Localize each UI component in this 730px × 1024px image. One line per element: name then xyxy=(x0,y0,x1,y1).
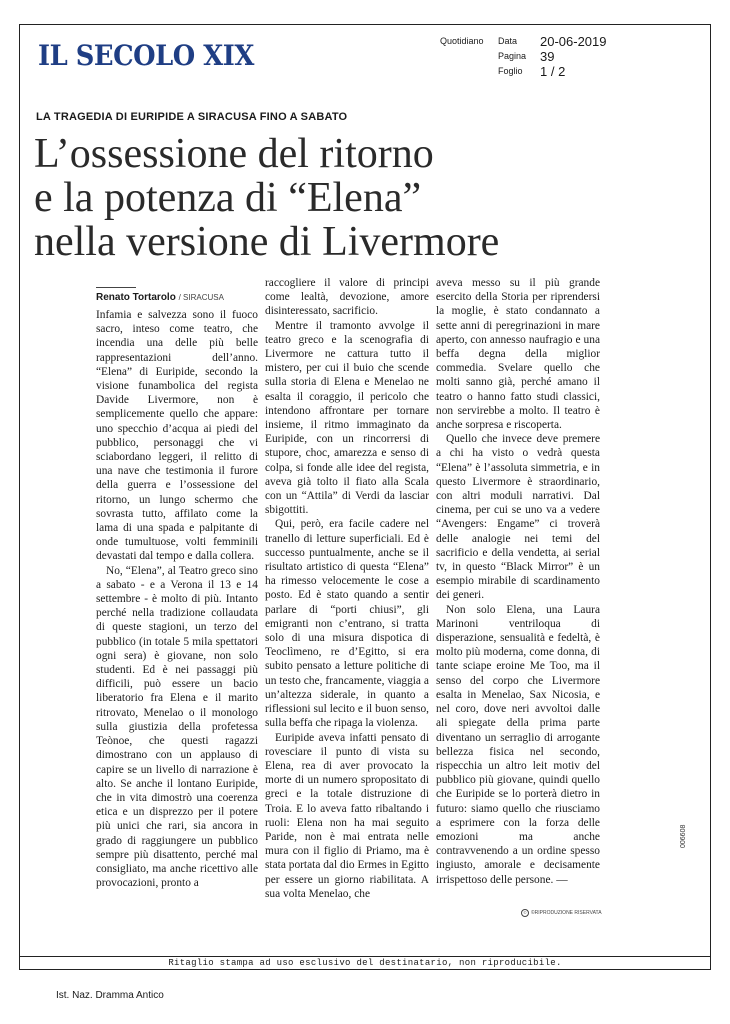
paragraph: aveva messo su il più grande esercito della Storia per riprendersi la moglie, è stato condannato a sette anni di peregrinazioni in mare aperto, con annesso naufragio e una beffa degna della miglior commedia. Svelare quello che molti sanno già, perché amano il teatro o hanno fatto studi classici, non servirebbe a molto. Il teatro è anche sorpresa e riscoperta. xyxy=(436,277,600,432)
paragraph: Infamia e salvezza sono il fuoco sacro, inteso come teatro, che incendia una delle più belle rappresentazioni dell’anno. “Elena” di Euripide, secondo la visione funambolica del regista Davide Livermore, non è semplicemente quello che appare: uno specchio d’acqua ai piedi del pubblico, personaggi che vi sciabordano leggeri, il relitto di una nave che testimonia il furore della guerra e l’ossessione del ritorno, un lungo schermo che sovrasta tutto, affilato come la lama di una spada e palpitante di onde tumultuose, volti femminili devastati dal tempo e dalla collera. xyxy=(96,309,258,563)
author-name: Renato Tortarolo xyxy=(96,292,176,303)
dateline-place: / SIRACUSA xyxy=(178,293,224,302)
paragraph: Mentre il tramonto avvolge il teatro greco e la scenografia di Livermore ne cattura tutto il mistero, per cui il buio che scende sulla storia di Elena e Menelao ne esalta il coraggio, il pericolo che intendono affrontare per tornare insieme, il ritmo immaginato da Euripide, con un rincorrersi di stupore, choc, amarezza e senso di colpa, si fonde alle idee del regista, aveva già tolto il fiato alla Scala con un “Attila” di Verdi da lasciar sbigottiti. xyxy=(265,319,429,517)
article-headline xyxy=(34,132,674,264)
meta-row-page: Pagina 39 xyxy=(498,49,555,64)
masthead-logo: IL SECOLO XIX xyxy=(38,39,254,72)
paragraph: raccogliere il valore di principi come lealtà, devozione, amore disinteressato, sacrificio. xyxy=(265,277,429,318)
paragraph: Quello che invece deve premere a chi ha visto o vedrà questa “Elena” è l’assoluta simmetria, e in questo Livermore è straordinario, con altri moduli narrativi. Dal cinema, per cui se uno va a vedere “Avengers: Engame” ci troverà delle analogie nei temi del sacrificio e della vendetta, ai serial tv, in questo “Black Mirror” è un esempio mirabile di scardinamento dei generi. xyxy=(436,433,600,602)
meta-table xyxy=(498,34,607,79)
headline-line: nella versione di Livermore xyxy=(34,219,500,265)
headline-line: e la potenza di “Elena” xyxy=(34,175,422,221)
paragraph: Qui, però, era facile cadere nel tranello di letture superficiali. Ed è successo puntualmente, anche se il risultato artistico di questa “Elena” ha rimesso velocemente le cose a posto. Ed è stato quando a sentir parlare di “porti chiusi”, gli emigranti non c’entrano, si tratta solo di una misura dispotica di Teoclìmeno, re d’Egitto, si era subito pensato a letture politiche di un testo che, francamente, viaggia a un’altezza siderale, in quanto a riflessioni sul lecito e il buon senso, sulla beffa che ripaga la violenza. xyxy=(265,518,429,730)
paragraph: Euripide aveva infatti pensato di rovesciare il punto di vista su Elena, rea di aver provocato la morte di un numero spropositato di greci e la totale distruzione di Troia. E lo aveva fatto ribaltando i ruoli: Elena non ha mai seguito Paride, non è mai entrata nelle mura con il figlio di Priamo, ma è stata portata dal dio Ermes in Egitto per essere un giorno riabilitata. A sua volta Menelao, che xyxy=(265,731,429,900)
meta-row-date: Data 20-06-2019 xyxy=(498,34,607,49)
copyright-text: ©RIPRODUZIONE RISERVATA xyxy=(531,910,602,916)
byline xyxy=(96,292,224,303)
byline-rule xyxy=(96,287,136,288)
footer-disclaimer: Ritaglio stampa ad uso esclusivo del destinatario, non riproducibile. xyxy=(168,958,562,968)
article-column-1 xyxy=(96,308,258,890)
paragraph: No, “Elena”, al Teatro greco sino a sabato - e a Verona il 13 e 14 settembre - è molto di più. Intanto perché nella tradizione collaudata di queste stagioni, un terzo del pubblico (in totale 5 mila spettatori ogni sera) è giovane, non solo studenti. Ed è nei passaggi più difficili, può essere un bacio liberatorio fra Elena e il marito ritrovato, Menelao o il monologo sulla giustizia della profetessa Teònoe, che questi ragazzi dimostrano con un applauso di capire se un livello di narrazione è alto. Se anche il lontano Euripide, che in vita dimostrò una coerenza etica e un disprezzo per il potere più unici che rari, sia ancora in grado di raggiungere un pubblico sempre più disattento, perché mal consigliato, ma anche ricettivo alle provocazioni, pronto a xyxy=(96,564,258,890)
source-label: Ist. Naz. Dramma Antico xyxy=(56,990,164,1001)
article-kicker: LA TRAGEDIA DI EURIPIDE A SIRACUSA FINO A SABATO xyxy=(36,111,348,123)
side-code: 006608 xyxy=(680,824,687,848)
copyright-icon: © xyxy=(521,909,529,917)
article-column-3 xyxy=(436,276,600,887)
meta-row-sheet: Foglio 1 / 2 xyxy=(498,64,566,79)
headline-line: L’ossessione del ritorno xyxy=(34,131,434,177)
article-column-2 xyxy=(265,276,429,901)
copyright-notice xyxy=(521,909,602,917)
paragraph: Non solo Elena, una Laura Marinoni ventriloqua di disperazione, sensualità e fedeltà, è molto più moderna, come donna, di tante sciape eroine Me Too, ma il senso del corpo che Livermore esalta in Menelao, Sax Nicosia, e nel coro, dove neri avvoltoi dalle ali spiegate della prima parte diventano un serraglio di arrogante bellezza fisica nel secondo, rispecchia un altro leit motiv del pubblico più giovane, quindi quello che Euripide se lo porterà dietro in futuro: siamo quello che riusciamo a esprimere con la forza delle emozioni ma anche contravvenendo a un ordine spesso ingiusto, amorale e decisamente irrispettoso delle persone. — xyxy=(436,603,600,886)
publication-type: Quotidiano xyxy=(440,36,484,46)
footer-rule xyxy=(19,956,711,957)
